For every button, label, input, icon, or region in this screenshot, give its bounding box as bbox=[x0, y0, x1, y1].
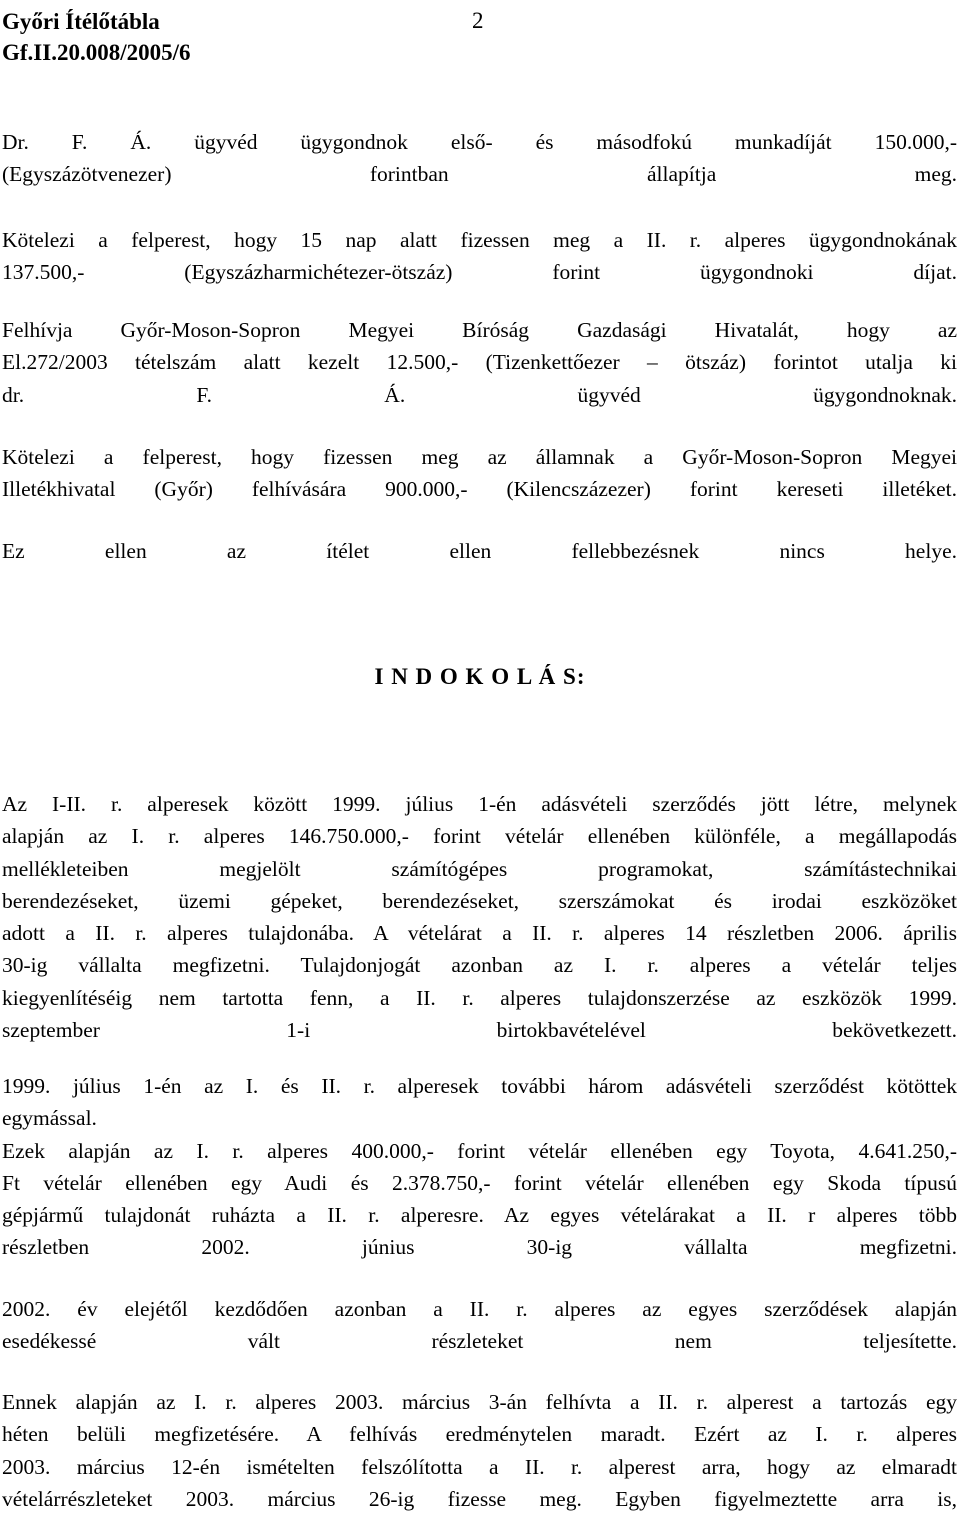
paragraph-vehicles bbox=[2, 1070, 957, 1264]
paragraph-transfer bbox=[2, 314, 957, 411]
text-line: Kötelezi a felperest, hogy 15 nap alatt fizessen meg a II. r. alperes ügygondnokának bbox=[2, 228, 957, 252]
text-line: adott a II. r. alperes tulajdonába. A vételárat a II. r. alperes 14 részletben 2006. április bbox=[2, 921, 957, 946]
paragraph-no-appeal bbox=[2, 535, 957, 567]
text-line: 137.500,- (Egyszázharmichétezer-ötszáz) forint ügygondnoki díjat. bbox=[2, 260, 957, 285]
paragraph-notice bbox=[2, 1386, 957, 1515]
document-header bbox=[2, 6, 190, 68]
text-line: Ezek alapján az I. r. alperes 400.000,- forint vételár ellenében egy Toyota, 4.641.250,- bbox=[2, 1138, 957, 1163]
paragraph-fee bbox=[2, 126, 957, 191]
section-title: I N D O K O L Á S: bbox=[374, 664, 586, 689]
paragraph-contract bbox=[2, 788, 957, 1046]
text-line: egymással. bbox=[2, 1106, 97, 1131]
text-line: Ez ellen az ítélet ellen fellebbezésnek nincs helye. bbox=[2, 539, 957, 563]
text-line: Illetékhivatal (Győr) felhívására 900.000,- (Kilencszázezer) forint kereseti illetéket. bbox=[2, 477, 957, 502]
text-line: (Egyszázötvenezer) forintban állapítja meg. bbox=[2, 162, 957, 187]
text-line: 30-ig vállalta megfizetni. Tulajdonjogát azonban az I. r. alperes a vételár teljes bbox=[2, 953, 957, 978]
court-name: Győri Ítélőtábla bbox=[2, 9, 160, 34]
text-line: Dr. F. Á. ügyvéd ügygondnok első- és másodfokú munkadíját 150.000,- bbox=[2, 130, 957, 154]
text-line: vételárrészleteket 2003. március 26-ig fizesse meg. Egyben figyelmeztette arra is, bbox=[2, 1486, 957, 1511]
text-line: Felhívja Győr-Moson-Sopron Megyei Bíróság Gazdasági Hivatalát, hogy az bbox=[2, 318, 957, 342]
text-line: Ennek alapján az I. r. alperes 2003. március 3-án felhívta a II. r. alperest a tartozás egy bbox=[2, 1390, 957, 1414]
text-line: héten belüli megfizetésére. A felhívás eredménytelen maradt. Ezért az I. r. alperes bbox=[2, 1422, 957, 1447]
text-line: berendezéseket, üzemi gépeket, berendezéseket, szerszámokat és irodai eszközöket bbox=[2, 888, 957, 913]
text-line: 2003. március 12-én ismételten felszólította a II. r. alperest arra, hogy az elmaradt bbox=[2, 1454, 957, 1479]
text-line: esedékessé vált részleteket nem teljesítette. bbox=[2, 1329, 957, 1354]
text-line: mellékleteiben megjelölt számítógépes programokat, számítástechnikai bbox=[2, 856, 957, 881]
text-line: Az I-II. r. alperesek között 1999. július 1-én adásvételi szerződés jött létre, melynek bbox=[2, 792, 957, 816]
text-line: dr. F. Á. ügyvéd ügygondnoknak. bbox=[2, 382, 957, 407]
text-line: El.272/2003 tételszám alatt kezelt 12.500,- (Tizenkettőezer – ötszáz) forintot utalja ki bbox=[2, 350, 957, 375]
text-line: Kötelezi a felperest, hogy fizessen meg az államnak a Győr-Moson-Sopron Megyei bbox=[2, 445, 957, 469]
paragraph-duty bbox=[2, 441, 957, 506]
text-line: alapján az I. r. alperes 146.750.000,- forint vételár ellenében különféle, a megállapodás bbox=[2, 824, 957, 849]
paragraph-default bbox=[2, 1293, 957, 1358]
text-line: 1999. július 1-én az I. és II. r. alperesek további három adásvételi szerződést kötöttek bbox=[2, 1074, 957, 1098]
paragraph-guardian-fee bbox=[2, 224, 957, 289]
text-line: Ft vételár ellenében egy Audi és 2.378.750,- forint vételár ellenében egy Skoda típusú bbox=[2, 1170, 957, 1195]
text-line: gépjármű tulajdonát ruházta a II. r. alperesre. Az egyes vételárakat a II. r alperes több bbox=[2, 1203, 957, 1228]
text-line: szeptember 1-i birtokbavételével bekövetkezett. bbox=[2, 1018, 957, 1043]
text-line: részletben 2002. június 30-ig vállalta megfizetni. bbox=[2, 1235, 957, 1260]
case-number: Gf.II.20.008/2005/6 bbox=[2, 40, 191, 65]
text-line: kiegyenlítéséig nem tartotta fenn, a II. r. alperes tulajdonszerzése az eszközök 1999. bbox=[2, 985, 957, 1010]
text-line: 2002. év elejétől kezdődően azonban a II. r. alperes az egyes szerződések alapján bbox=[2, 1297, 957, 1321]
page-number: 2 bbox=[472, 8, 484, 33]
